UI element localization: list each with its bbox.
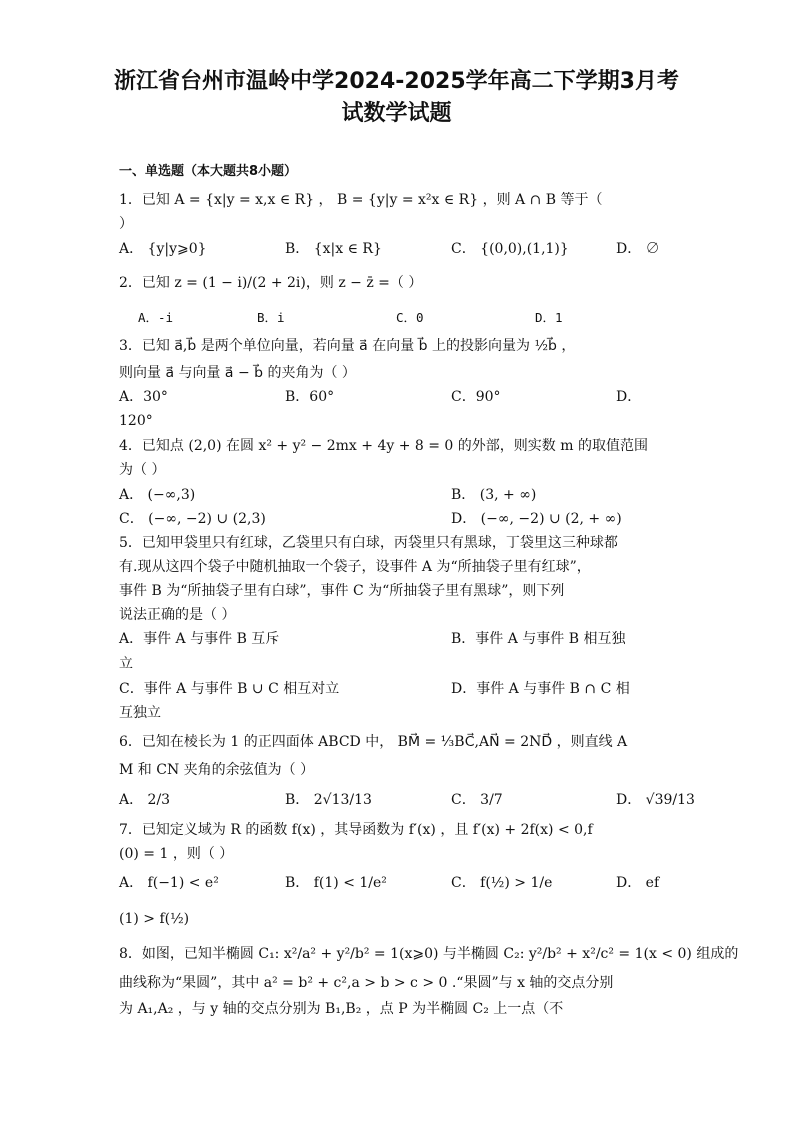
question-5-line-4: 说法正确的是（ ）: [119, 607, 236, 623]
question-4-line-2: 为（ ）: [119, 462, 166, 478]
question-5-line-6: 互独立: [119, 705, 161, 721]
question-5-option-d: D．事件 A 与事件 B ∩ C 相: [451, 681, 630, 697]
question-3-line-2: 则向量 a⃗ 与向量 a⃗ − b⃗ 的夹角为（ ）: [119, 365, 356, 381]
section-heading: 一、单选题（本大题共8小题）: [119, 164, 298, 179]
question-6-line-2: M 和 CN 夹角的余弦值为（ ）: [119, 762, 315, 778]
question-6-line-1: 6．已知在棱长为 1 的正四面体 ABCD 中， BM⃗ = ⅓BC⃗,AN⃗ = 2ND⃗ ，则直线 A: [119, 734, 628, 750]
question-3-line-1: 3．已知 a⃗,b⃗ 是两个单位向量，若向量 a⃗ 在向量 b⃗ 上的投影向量为 ½b⃗ ，: [119, 338, 576, 354]
question-8-line-1: 8．如图，已知半椭圆 C₁: x²/a² + y²/b² = 1(x⩾0) 与半椭圆 C₂: y²/b² + x²/c² = 1(x < 0) 组成的: [119, 946, 739, 962]
question-7-option-a: A． f(−1) < e²: [119, 875, 219, 891]
question-7-option-b: B． f(1) < 1/e²: [285, 875, 387, 891]
question-3-option-a: A．30°: [119, 389, 168, 405]
title-line-1: 浙江省台州市温岭中学2024-2025学年高二下学期3月考: [114, 69, 679, 94]
question-7-line-3: (1) > f(½): [119, 911, 190, 927]
question-7-option-d: D． ef: [616, 875, 660, 891]
question-3-option-b: B．60°: [285, 389, 335, 405]
question-7-option-c: C． f(½) > 1/e: [451, 875, 553, 891]
question-1-option-d: D． ∅: [616, 241, 660, 257]
question-6-option-d: D． √39/13: [616, 792, 695, 808]
question-2-option-c: C．0: [396, 310, 424, 325]
question-2-option-b: B．i: [257, 310, 285, 325]
question-1-option-c: C． {(0,0),(1,1)}: [451, 241, 569, 257]
question-1-line-2: ）: [119, 216, 133, 232]
question-5-option-a: A．事件 A 与事件 B 互斥: [119, 631, 280, 647]
question-8-line-2: 曲线称为“果圆”，其中 a² = b² + c²,a > b > c > 0 .“果圆”与 x 轴的交点分别: [119, 975, 614, 991]
question-8-line-3: 为 A₁,A₂ ，与 y 轴的交点分别为 B₁,B₂ ，点 P 为半椭圆 C₂ 上一点（不: [119, 1001, 564, 1017]
question-2-option-a: A．-i: [138, 310, 174, 325]
title-line-2: 试数学试题: [341, 101, 452, 126]
question-3-option-c: C．90°: [451, 389, 501, 405]
question-3-option-d: D．: [616, 389, 642, 405]
question-4-option-d: D． (−∞, −2) ∪ (2, + ∞): [451, 511, 622, 527]
question-6-option-a: A． 2/3: [119, 792, 171, 808]
question-5-option-c: C．事件 A 与事件 B ∪ C 相互对立: [119, 681, 340, 697]
question-4-line-1: 4．已知点 (2,0) 在圆 x² + y² − 2mx + 4y + 8 = 0 的外部，则实数 m 的取值范围: [119, 438, 648, 454]
question-5-line-5: 立: [119, 656, 133, 672]
question-4-option-c: C． (−∞, −2) ∪ (2,3): [119, 511, 266, 527]
question-2-option-d: D．1: [535, 310, 563, 325]
question-3-line-3: 120°: [119, 413, 153, 429]
question-7-line-2: (0) = 1 ，则（ ）: [119, 846, 234, 862]
question-5-line-2: 有.现从这四个袋子中随机抽取一个袋子，设事件 A 为“所抽袋子里有红球”，: [119, 559, 591, 575]
question-1-line-1: 1．已知 A = {x|y = x,x ∈ R} ， B = {y|y = x²x ∈ R} ，则 A ∩ B 等于（: [119, 192, 603, 208]
question-5-line-3: 事件 B 为“所抽袋子里有白球”，事件 C 为“所抽袋子里有黑球”，则下列: [119, 583, 565, 599]
question-6-option-c: C． 3/7: [451, 792, 503, 808]
question-4-option-a: A． (−∞,3): [119, 487, 196, 503]
question-1-option-a: A． {y|y⩾0}: [119, 241, 207, 257]
question-1-option-b: B． {x|x ∈ R}: [285, 241, 382, 257]
question-2-line-1: 2．已知 z = (1 − i)/(2 + 2i)，则 z − z̄ =（ ）: [119, 275, 423, 291]
page-title: [40, 66, 753, 130]
question-4-option-b: B． (3, + ∞): [451, 487, 537, 503]
question-5-line-1: 5．已知甲袋里只有红球，乙袋里只有白球，丙袋里只有黑球，丁袋里这三种球都: [119, 535, 618, 551]
question-6-option-b: B． 2√13/13: [285, 792, 372, 808]
question-7-line-1: 7．已知定义域为 R 的函数 f(x) ，其导函数为 f′(x) ，且 f′(x) + 2f(x) < 0,f: [119, 822, 593, 838]
question-5-option-b: B．事件 A 与事件 B 相互独: [451, 631, 626, 647]
